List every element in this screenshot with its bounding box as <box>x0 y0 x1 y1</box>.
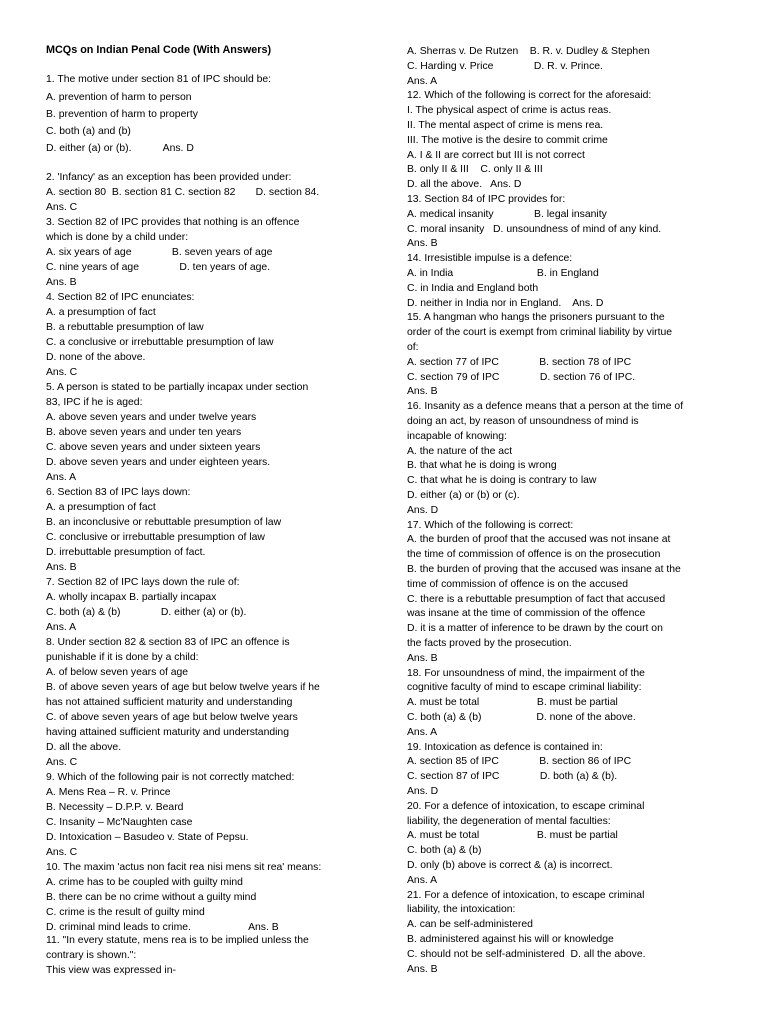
text-line: C. both (a) & (b) D. either (a) or (b). <box>46 607 247 618</box>
answer-line: Ans. A <box>407 874 438 886</box>
question-line: 19. Intoxication as defence is contained in: <box>407 741 603 753</box>
question-line: 15. A hangman who hangs the prisoners pursuant to the <box>407 312 665 324</box>
text-line: A. Sherras v. De Rutzen B. R. v. Dudley & Stephen <box>407 46 650 57</box>
text-line: A. I & II are correct but III is not correct <box>407 149 585 161</box>
text-line: D. above seven years and under eighteen years. <box>46 457 271 468</box>
question-line: 8. Under section 82 & section 83 of IPC an offence is <box>46 637 290 648</box>
text-line: C. that what he is doing is contrary to law <box>407 475 597 487</box>
question-line: 5. A person is stated to be partially incapax under section <box>46 382 309 393</box>
question-line: 17. Which of the following is correct: <box>407 519 574 531</box>
text-line: B. an inconclusive or rebuttable presumption of law <box>46 517 282 528</box>
text-line: D. only (b) above is correct & (a) is incorrect. <box>407 860 613 871</box>
text-line: A. six years of age B. seven years of age <box>46 247 273 258</box>
question-line: 10. The maxim 'actus non facit rea nisi mens sit rea' means: <box>46 862 322 873</box>
text-line: D. irrebuttable presumption of fact. <box>46 547 206 558</box>
text-line: D. none of the above. <box>46 352 146 363</box>
answer-line: Ans. D <box>407 786 439 797</box>
text-line: D. either (a) or (b). Ans. D <box>46 143 194 154</box>
text-line: B. the burden of proving that the accused was insane at the <box>407 564 681 575</box>
text-line: A. crime has to be coupled with guilty mind <box>46 877 243 888</box>
text-line: the time of commission of offence is on the prosecution <box>407 549 661 561</box>
text-line: C. a conclusive or irrebuttable presumption of law <box>46 337 274 348</box>
text-line: A. must be total B. must be partial <box>407 830 618 842</box>
text-line: I. The physical aspect of crime is actus reas. <box>407 105 612 117</box>
text-line: which is done by a child under: <box>46 232 189 243</box>
text-line: C. section 79 of IPC D. section 76 of IPC. <box>407 371 636 383</box>
text-line: was insane at the time of commission of the offence <box>407 608 646 620</box>
text-line: A. can be self-administered <box>407 919 533 931</box>
text-line: has not attained sufficient maturity and understanding <box>46 697 293 708</box>
text-line: D. Intoxication – Basudeo v. State of Pepsu. <box>46 832 249 843</box>
question-line: 7. Section 82 of IPC lays down the rule of: <box>46 577 240 588</box>
text-line: C. conclusive or irrebuttable presumption of law <box>46 532 265 543</box>
question-line: 18. For unsoundness of mind, the impairment of the <box>407 667 645 679</box>
text-line: A. wholly incapax B. partially incapax <box>46 592 217 603</box>
text-line: A. prevention of harm to person <box>46 92 192 103</box>
question-line: 14. Irresistible impulse is a defence: <box>407 253 573 265</box>
text-line: B. administered against his will or knowledge <box>407 934 614 945</box>
text-line: B. that what he is doing is wrong <box>407 460 557 472</box>
text-line: C. there is a rebuttable presumption of fact that accused <box>407 593 666 605</box>
text-line: C. nine years of age D. ten years of age. <box>46 262 271 273</box>
answer-line: Ans. A <box>46 622 77 633</box>
answer-line: Ans. C <box>46 367 78 378</box>
text-line: C. both (a) & (b) <box>407 845 482 857</box>
answer-line: Ans. A <box>407 726 438 738</box>
text-line: D. neither in India nor in England. Ans. D <box>407 297 604 309</box>
text-line: C. both (a) and (b) <box>46 126 131 137</box>
text-line: C. Harding v. Price D. R. v. Prince. <box>407 60 603 72</box>
text-line: liability, the intoxication: <box>407 904 516 916</box>
text-line: A. of below seven years of age <box>46 667 189 678</box>
text-line: order of the court is exempt from criminal liability by virtue <box>407 327 673 339</box>
text-line: doing an act, by reason of unsoundness of mind is <box>407 416 639 427</box>
text-line: B. above seven years and under ten years <box>46 427 242 438</box>
text-line: C. Insanity – Mc'Naughten case <box>46 817 193 828</box>
answer-line: Ans. C <box>46 757 78 768</box>
text-line: cognitive faculty of mind to escape criminal liability: <box>407 682 642 694</box>
question-line: 11. "In every statute, mens rea is to be implied unless the <box>46 935 309 946</box>
text-line: II. The mental aspect of crime is mens rea. <box>407 120 604 131</box>
answer-line: Ans. D <box>407 504 439 516</box>
text-line: A. section 77 of IPC B. section 78 of IPC <box>407 356 632 368</box>
text-line: A. above seven years and under twelve years <box>46 412 257 423</box>
answer-line: Ans. B <box>46 562 77 573</box>
text-line: This view was expressed in- <box>46 965 176 976</box>
text-line: A. in India B. in England <box>407 268 599 279</box>
text-line: C. of above seven years of age but below twelve years <box>46 712 298 723</box>
text-line: incapable of knowing: <box>407 430 507 442</box>
question-line: 12. Which of the following is correct for the aforesaid: <box>407 90 652 102</box>
text-line: liability, the degeneration of mental faculties: <box>407 815 611 827</box>
text-line: III. The motive is the desire to commit crime <box>407 134 608 146</box>
question-line: 3. Section 82 of IPC provides that nothing is an offence <box>46 217 300 228</box>
text-line: A. a presumption of fact <box>46 502 156 513</box>
question-line: 21. For a defence of intoxication, to escape criminal <box>407 889 645 901</box>
answer-line: Ans. C <box>46 847 78 858</box>
answer-line: Ans. B <box>407 963 438 975</box>
text-line: D. either (a) or (b) or (c). <box>407 490 520 501</box>
question-line: 16. Insanity as a defence means that a person at the time of <box>407 401 684 413</box>
text-line: C. should not be self-administered D. all the above. <box>407 948 646 960</box>
text-line: A. medical insanity B. legal insanity <box>407 208 607 220</box>
answer-line: Ans. A <box>407 75 438 87</box>
text-line: A. must be total B. must be partial <box>407 697 618 709</box>
question-line: 2. 'Infancy' as an exception has been provided under: <box>46 172 292 183</box>
text-line: B. only II & III C. only II & III <box>407 164 543 176</box>
text-line: A. the burden of proof that the accused was not insane at <box>407 534 671 546</box>
document-title: MCQs on Indian Penal Code (With Answers) <box>46 44 272 56</box>
text-line: C. both (a) & (b) D. none of the above. <box>407 712 636 723</box>
answer-line: Ans. A <box>46 472 77 483</box>
question-line: 9. Which of the following pair is not correctly matched: <box>46 772 295 783</box>
text-line: D. all the above. <box>46 742 122 753</box>
text-line: B. a rebuttable presumption of law <box>46 322 204 333</box>
question-line: 13. Section 84 of IPC provides for: <box>407 194 566 205</box>
text-line: A. the nature of the act <box>407 445 513 457</box>
text-line: C. crime is the result of guilty mind <box>46 907 205 918</box>
question-line: 4. Section 82 of IPC enunciates: <box>46 292 195 303</box>
text-line: contrary is shown.": <box>46 950 137 961</box>
text-line: A. section 85 of IPC B. section 86 of IPC <box>407 756 632 768</box>
text-line: punishable if it is done by a child: <box>46 652 199 663</box>
question-line: 6. Section 83 of IPC lays down: <box>46 487 191 498</box>
answer-line: Ans. B <box>46 277 77 288</box>
text-line: D. it is a matter of inference to be drawn by the court on <box>407 623 663 635</box>
text-line: B. prevention of harm to property <box>46 109 198 120</box>
text-line: D. criminal mind leads to crime. Ans. B <box>46 922 279 933</box>
text-line: B. there can be no crime without a guilty mind <box>46 892 257 903</box>
text-line: having attained sufficient maturity and understanding <box>46 727 289 738</box>
text-line: C. in India and England both <box>407 282 539 294</box>
answer-line: Ans. B <box>407 652 438 664</box>
text-line: C. moral insanity D. unsoundness of mind of any kind. <box>407 223 662 235</box>
text-line: A. Mens Rea – R. v. Prince <box>46 787 171 798</box>
text-line: 83, IPC if he is aged: <box>46 397 143 408</box>
text-line: the facts proved by the prosecution. <box>407 638 572 649</box>
text-line: time of commission of offence is on the accused <box>407 578 629 590</box>
answer-line: Ans. B <box>407 238 438 250</box>
question-line: 20. For a defence of intoxication, to escape criminal <box>407 800 645 812</box>
text-line: C. above seven years and under sixteen years <box>46 442 261 453</box>
question-line: 1. The motive under section 81 of IPC should be: <box>46 74 272 85</box>
text-line: of: <box>407 342 419 353</box>
text-line: A. section 80 B. section 81 C. section 82 D. section 84. <box>46 187 320 198</box>
text-line: A. a presumption of fact <box>46 307 156 318</box>
text-line: C. section 87 of IPC D. both (a) & (b). <box>407 771 618 783</box>
answer-line: Ans. C <box>46 202 78 213</box>
text-line: B. of above seven years of age but below twelve years if he <box>46 682 320 693</box>
text-line: D. all the above. Ans. D <box>407 179 522 191</box>
answer-line: Ans. B <box>407 386 438 398</box>
text-line: B. Necessity – D.P.P. v. Beard <box>46 802 184 813</box>
